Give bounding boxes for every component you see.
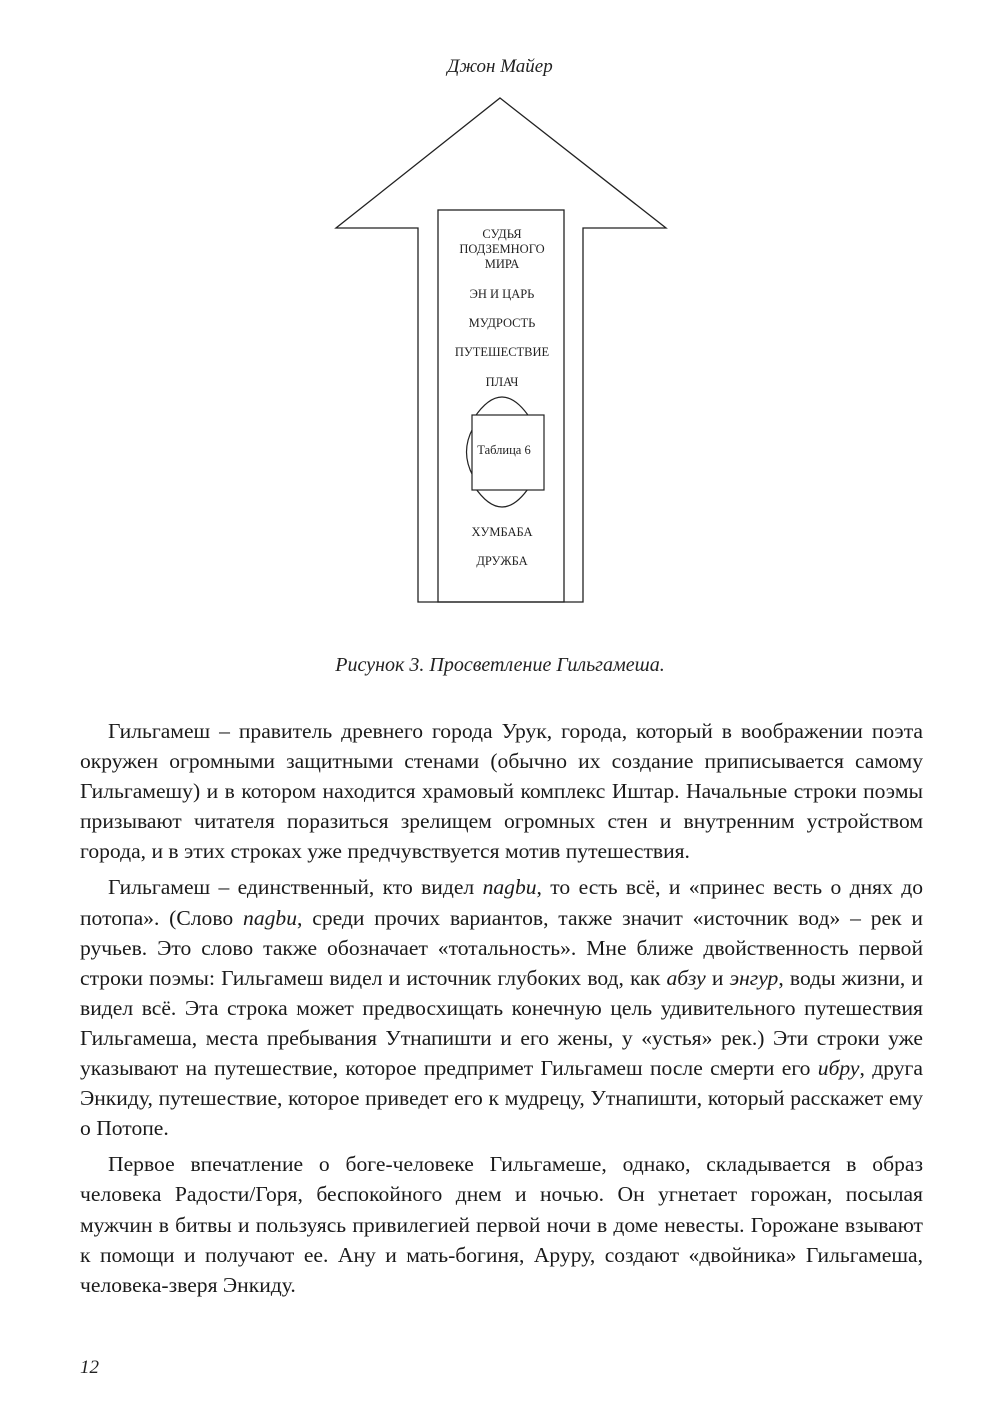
label-tablet: Таблица 6 [477,443,531,457]
figure-caption: Рисунок 3. Просветление Гильгамеша. [335,654,665,676]
p2-text-c: , то есть всё, и «принес весть о днях до потопа». (Слово [80,875,924,930]
p2-text-g: и [705,965,730,990]
p2-term-nagbu-2: nagbu [243,905,298,930]
enlightenment-arrow-figure [330,92,670,612]
label-journey: ПУТЕШЕСТВИЕ [454,345,550,359]
p2-term-engur: энгур [729,965,779,990]
running-head-author: Джон Майер [447,56,553,77]
label-judge-line3: МИРА [484,257,520,271]
body-text [80,716,923,1306]
p2-text-a: Гильгамеш – единственный, кто видел [108,875,483,900]
label-en-king: ЭН И ЦАРЬ [469,287,535,301]
label-judge-line1: СУДЬЯ [482,227,522,241]
paragraph-3: Первое впечатление о боге-человеке Гильгамеше, однако, складывается в образ человека Радости/Горя, беспокойного днем и ночью. Он угнетает горожан, посылая мужчин в битвы и пользуясь привилегией первой ночи в доме невесты. Горожане взывают к помощи и получают ее. Ану и мать-богиня, Аруру, создают «двойника» Гильгамеша, человека-зверя Энкиду. [80,1152,923,1297]
label-wisdom: МУДРОСТЬ [468,316,536,330]
paragraph-2 [80,872,923,1143]
label-judge-line2: ПОДЗЕМНОГО [459,242,545,256]
label-friendship: ДРУЖБА [476,554,528,568]
p2-text-e: , среди прочих вариантов, также значит «источник вод» – рек и ручьев. Это слово также обозначает «тотальность». Мне ближе двойственность первой строки поэмы: Гильгамеш видел и источник глубоких вод, как [80,905,923,990]
label-humbaba: ХУМБАБА [471,525,533,539]
p2-text-i: , воды жизни, и видел всё. Эта строка может предвосхищать конечную цель удивительного путешествия Гильгамеша, места пребывания Утнапишти и его жены, у «устья» рек.) Эти строки уже указывают на путешествие, которое предпримет Гильгамеш после смерти его [80,965,923,1081]
p2-term-nagbu-1: nagbu [482,875,537,900]
arrow-diagram [330,92,670,612]
paragraph-1: Гильгамеш – правитель древнего города Урук, города, который в воображении поэта окружен огромными защитными стенами (обычно их создание приписывается самому Гильгамешу) и в котором находится храмовый комплекс Иштар. Начальные строки поэмы призывают читателя поразиться зрелищем огромных стен и внутренним устройством города, и в этих строках уже предчувствуется мотив путешествия. [80,719,923,864]
label-lament: ПЛАЧ [485,375,519,389]
p2-term-abzu: абзу [666,965,706,990]
page-number: 12 [80,1357,99,1378]
p2-text-k: , друга Энкиду, путешествие, которое приведет его к мудрецу, Утнапишти, который расскажет ему о Потопе. [80,1056,923,1141]
p2-term-ibru: ибру [817,1056,860,1081]
